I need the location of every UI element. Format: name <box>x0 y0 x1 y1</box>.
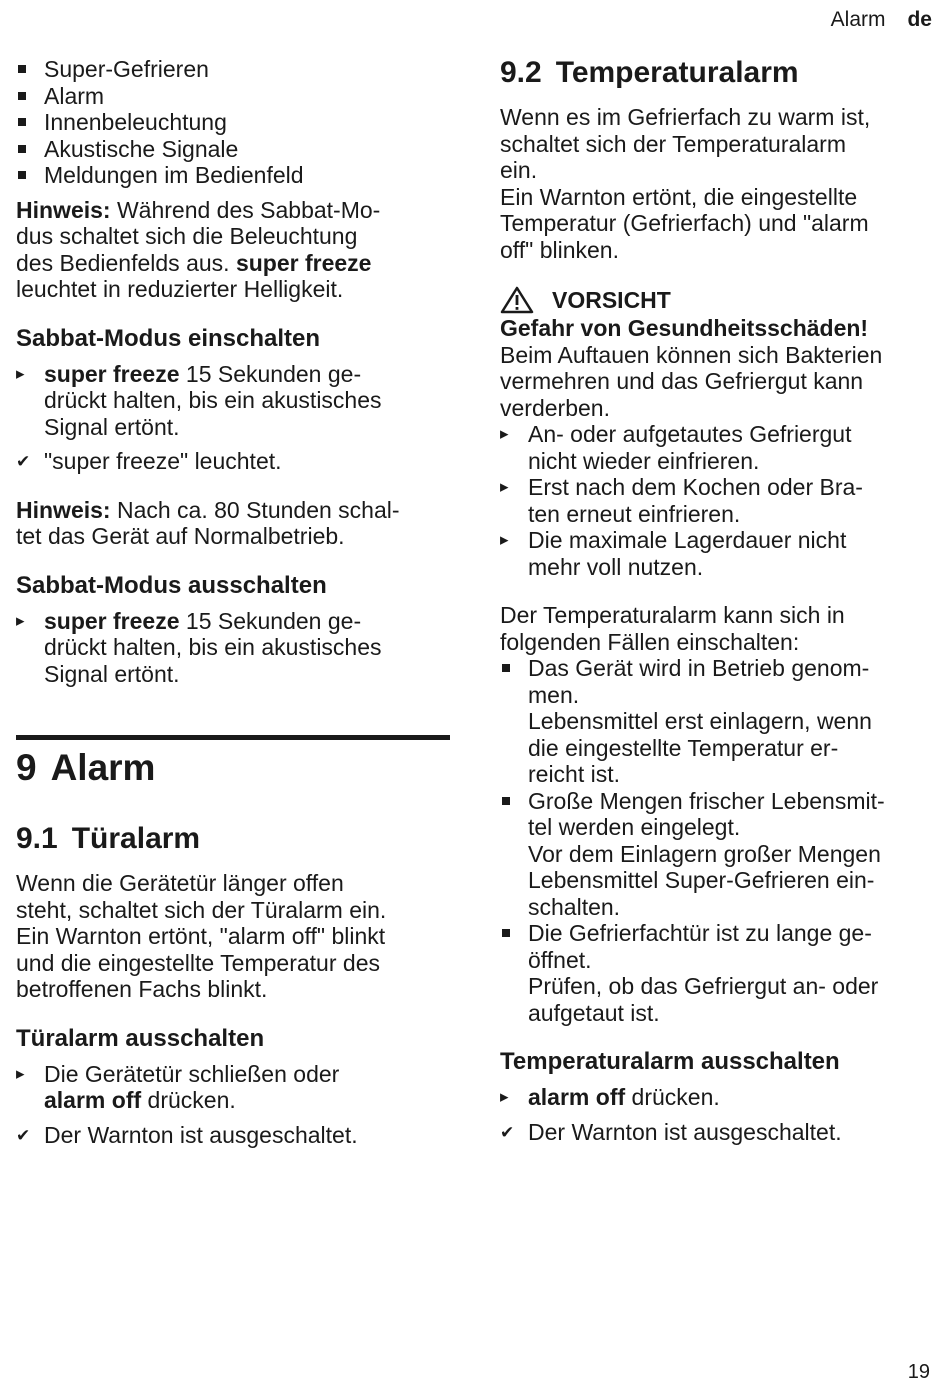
instruction-step: super freeze 15 Sekunden ge- drückt halten, bis ein akustisches Signal ertönt. <box>44 607 382 687</box>
door-alarm-description: Wenn die Gerätetür länger offen steht, schaltet sich der Türalarm ein. Ein Warnton ertönt, "alarm off" blinkt und die eingestellte Temperatur des betroffenen Fachs blinkt. <box>16 870 387 1002</box>
list-item: Große Mengen frischer Lebensmit- tel werden eingelegt. Vor dem Einlagern großer Mengen Lebensmittel Super-Gefrieren ein- schalten. <box>528 787 885 920</box>
page-number: 19 <box>907 1361 930 1383</box>
section-title-temperature-alarm: 9.2 Temperaturalarm <box>500 56 799 89</box>
result-line: Der Warnton ist ausgeschaltet. <box>44 1121 358 1148</box>
caution-block <box>500 285 936 580</box>
feature-list <box>16 56 450 189</box>
heading-temperature-alarm-off: Temperaturalarm ausschalten <box>500 1048 840 1075</box>
result-line: "super freeze" leuchtet. <box>44 448 282 474</box>
instruction-step: alarm off drücken. <box>528 1084 720 1110</box>
temperature-alarm-description: Wenn es im Gefrierfach zu warm ist, schaltet sich der Temperaturalarm ein. Ein Warnton ertönt, die eingestellte Temperatur (Gefrierfach) und "alarm off" blinken. <box>500 104 871 263</box>
caution-text: Beim Auftauen können sich Bakterien vermehren und das Gefriergut kann verderben. <box>500 341 883 421</box>
list-item: Alarm <box>44 82 105 109</box>
caution-subtitle: Gefahr von Gesundheitsschäden! <box>500 315 869 341</box>
list-item: Akustische Signale <box>44 135 239 162</box>
header-section: Alarm <box>830 8 886 31</box>
left-column <box>16 56 450 1148</box>
list-item: Das Gerät wird in Betrieb genom- men. Lebensmittel erst einlagern, wenn die eingestellte Temperatur er- reicht ist. <box>528 655 872 787</box>
cases-intro: Der Temperaturalarm kann sich in folgenden Fällen einschalten: <box>500 602 845 655</box>
caution-title: VORSICHT <box>500 285 936 315</box>
heading-door-alarm-off: Türalarm ausschalten <box>16 1024 265 1052</box>
list-item: Meldungen im Bedienfeld <box>44 162 304 188</box>
instruction-step: super freeze 15 Sekunden ge- drückt halten, bis ein akustisches Signal ertönt. <box>44 360 382 440</box>
heading-sabbat-on: Sabbat-Modus einschalten <box>16 324 321 352</box>
running-header <box>831 8 932 32</box>
instruction-step: An- oder aufgetautes Gefriergut nicht wieder einfrieren. <box>528 421 852 474</box>
instruction-step: Erst nach dem Kochen oder Bra- ten erneut einfrieren. <box>528 474 863 527</box>
right-column <box>500 56 936 1145</box>
warning-triangle-icon <box>500 286 534 314</box>
chapter-title: 9 Alarm <box>16 747 156 788</box>
list-item: Innenbeleuchtung <box>44 109 227 135</box>
section-title-door-alarm: 9.1 Türalarm <box>16 822 201 855</box>
list-item: Die Gefrierfachtür ist zu lange ge- öffnet. Prüfen, ob das Gefriergut an- oder aufgetaut ist. <box>528 920 879 1026</box>
instruction-step: Die Gerätetür schließen oder alarm off drücken. <box>44 1060 340 1113</box>
list-item: Super-Gefrieren <box>44 56 209 82</box>
instruction-step: Die maximale Lagerdauer nicht mehr voll nutzen. <box>528 527 847 580</box>
note-sabbat-lighting: Hinweis: Während des Sabbat-Mo- dus schaltet sich die Beleuchtung des Bedienfelds aus. super freeze leuchtet in reduzierter Helligkeit. <box>16 196 381 302</box>
note-normal-mode: Hinweis: Nach ca. 80 Stunden schal- tet das Gerät auf Normalbetrieb. <box>16 496 400 549</box>
header-language: de <box>907 8 932 31</box>
heading-sabbat-off: Sabbat-Modus ausschalten <box>16 571 327 599</box>
result-line: Der Warnton ist ausgeschaltet. <box>528 1118 842 1145</box>
